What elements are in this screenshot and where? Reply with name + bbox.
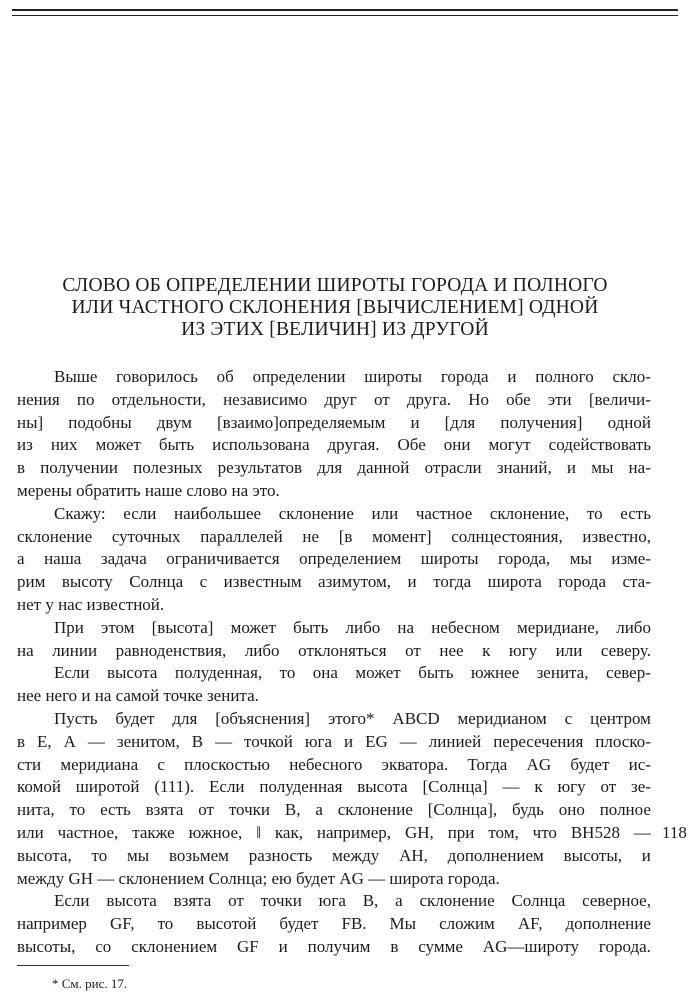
text-line: высота, то мы возьмем разность между AH, дополнением высоты, и [17, 845, 651, 865]
text-line: в E, A — зенитом, B — точкой юга и EG — линией пересечения плоско- [17, 731, 651, 751]
text-line: высоты, со склонением GF и получим в сумме AG—широту города. [17, 936, 651, 956]
footnote: * См. рис. 17. [52, 976, 128, 991]
text-line: Скажу: если наибольшее склонение или частное склонение, то есть [54, 503, 651, 523]
text-line: или частное, также южное, ‖ как, например, GH, при том, что BH528 — [17, 822, 651, 842]
text-line: ны] подобны двум [взаимо]определяемым и [для получения] одной [17, 412, 651, 432]
heading-line: ИЗ ЭТИХ [ВЕЛИЧИН] ИЗ ДРУГОЙ [181, 319, 489, 340]
text-line: нет у нас известной. [17, 594, 165, 614]
text-line: При этом [высота] может быть либо на небесном меридиане, либо [54, 617, 651, 637]
body-text [17, 366, 651, 959]
text-line: нения по отдельности, независимо друг от друга. Но обе эти [величи- [17, 389, 651, 409]
footnote-rule [17, 965, 129, 966]
text-line: рим высоту Солнца с известным азимутом, и тогда широта города ста- [17, 572, 651, 592]
section-heading [20, 275, 650, 341]
text-line: Если высота полуденная, то она может быть южнее зенита, север- [54, 663, 651, 683]
heading-line: ИЛИ ЧАСТНОГО СКЛОНЕНИЯ [ВЫЧИСЛЕНИЕМ] ОДНОЙ [71, 297, 599, 318]
text-line: мерены обратить наше слово на это. [17, 480, 280, 500]
text-line: нее него и на самой точке зенита. [17, 686, 259, 706]
text-line: склонение суточных параллелей не [в момент] солнцестояния, известно, [17, 526, 651, 546]
text-line: а наша задача ограничивается определением широты города, мы изме- [17, 549, 651, 569]
text-line: Пусть будет для [объяснения] этого* ABCD меридианом с центром [54, 708, 651, 728]
heading-line: СЛОВО ОБ ОПРЕДЕЛЕНИИ ШИРОТЫ ГОРОДА И ПОЛНОГО [62, 275, 608, 296]
text-line: на линии равноденствия, либо отклоняться от нее к югу или северу. [17, 640, 651, 660]
text-line: Выше говорилось об определении широты города и полного скло- [54, 367, 651, 386]
text-line: из них может быть использована другая. Обе они могут содействовать [17, 435, 651, 455]
top-rule-thin [12, 15, 678, 16]
text-line: сти меридиана с плоскостью небесного экватора. Тогда AG будет ис- [17, 754, 651, 774]
text-line: например GF, то высотой будет FB. Мы сложим AF, дополнение [17, 914, 651, 934]
text-line: в получении полезных результатов для данной отрасли знаний, и мы на- [17, 458, 651, 478]
text-line: между GH — склонением Солнца; ею будет AG — широта города. [17, 868, 500, 888]
margin-page-number: 118 [662, 823, 687, 842]
text-line: нита, то есть взята от точки B, а склонение [Солнца], будь оно полное [17, 800, 651, 820]
text-line: комой широтой (111). Если полуденная высота [Солнца] — к югу от зе- [17, 777, 651, 797]
top-rule [12, 9, 678, 11]
text-line: Если высота взята от точки юга B, а склонение Солнца северное, [54, 891, 651, 911]
